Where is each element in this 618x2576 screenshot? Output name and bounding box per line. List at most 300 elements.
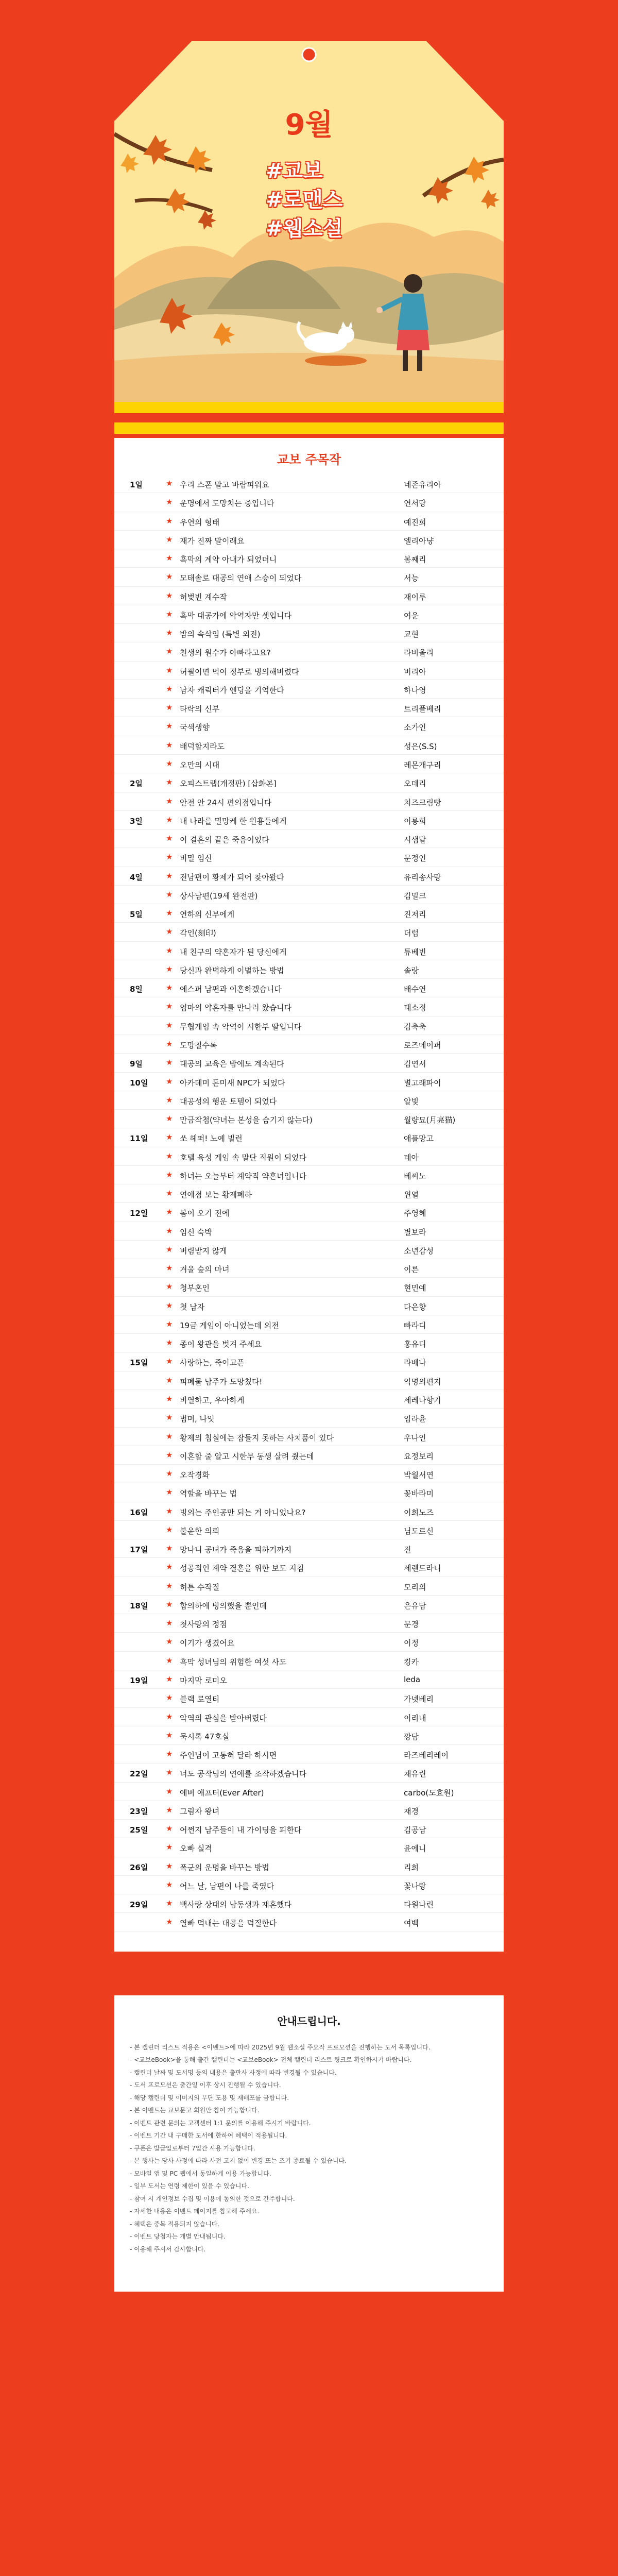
book-author: 김연서 xyxy=(404,1059,426,1069)
book-author: 주영혜 xyxy=(404,1209,426,1218)
star-icon: ★ xyxy=(166,740,173,750)
book-author: 다원나린 xyxy=(404,1900,434,1910)
book-title[interactable]: 운명에서 도망치는 중입니다 xyxy=(180,499,274,509)
star-icon: ★ xyxy=(166,1879,173,1889)
book-author: 김공남 xyxy=(404,1825,426,1835)
release-row[interactable] xyxy=(114,1409,504,1427)
release-row[interactable] xyxy=(114,1147,504,1166)
release-date: 5일 xyxy=(130,910,143,920)
star-icon: ★ xyxy=(166,1655,173,1665)
star-icon: ★ xyxy=(166,1711,173,1721)
release-row[interactable] xyxy=(114,493,504,512)
book-title[interactable]: 오만의 시대 xyxy=(180,760,220,770)
release-row[interactable] xyxy=(114,1820,504,1838)
release-row[interactable] xyxy=(114,1745,504,1764)
release-row[interactable] xyxy=(114,755,504,773)
release-row[interactable] xyxy=(114,512,504,531)
book-title[interactable]: 불운한 의뢰 xyxy=(180,1526,220,1536)
book-title[interactable]: 사랑하는, 죽이고픈 xyxy=(180,1358,245,1368)
star-icon: ★ xyxy=(166,815,173,824)
star-icon: ★ xyxy=(166,721,173,731)
book-title[interactable]: 비열하고, 우아하게 xyxy=(180,1396,245,1405)
release-row[interactable] xyxy=(114,1614,504,1633)
book-author: 홍유디 xyxy=(404,1340,426,1349)
release-date: 4일 xyxy=(130,872,143,882)
release-row[interactable] xyxy=(114,642,504,661)
book-author: 꽃바라미 xyxy=(404,1489,434,1499)
book-author: 이리내 xyxy=(404,1713,426,1723)
book-title[interactable]: 빙의는 주인공만 되는 거 아니었나요? xyxy=(180,1507,306,1517)
release-row[interactable] xyxy=(114,979,504,997)
hashtag-kyobo: #교보 xyxy=(266,159,323,183)
header-illustration xyxy=(114,41,504,402)
notice-line: - 본 행사는 당사 사정에 따라 사전 고지 없이 변경 또는 조기 종료될 수 있습니다. xyxy=(130,2157,347,2165)
release-row[interactable] xyxy=(114,1352,504,1371)
book-title[interactable]: 밤의 속삭임 (특별 외전) xyxy=(180,630,261,639)
star-icon: ★ xyxy=(166,1524,173,1534)
book-title[interactable]: 오피스트랩(개정판) [삽화본] xyxy=(180,779,277,789)
book-author: 세렌드라니 xyxy=(404,1564,441,1573)
book-title[interactable]: 어느 날, 남편이 나를 죽였다 xyxy=(180,1881,274,1891)
release-row[interactable] xyxy=(114,1016,504,1035)
star-icon: ★ xyxy=(166,889,173,899)
book-title[interactable]: 천생의 원수가 아빠라고요? xyxy=(180,648,271,658)
book-author: 현민예 xyxy=(404,1283,426,1293)
notice-line: - 쿠폰은 발급일로부터 7일간 사용 가능합니다. xyxy=(130,2144,255,2152)
release-row[interactable] xyxy=(114,1913,504,1931)
book-title[interactable]: 허필이면 먹여 정부로 빙의해버렸다 xyxy=(180,667,299,676)
release-row[interactable] xyxy=(114,792,504,811)
star-icon: ★ xyxy=(166,1469,173,1479)
book-title[interactable]: 종이 왕관을 벗겨 주세요 xyxy=(180,1340,262,1349)
notice-title: 안내드립니다. xyxy=(277,2014,341,2027)
star-icon: ★ xyxy=(166,1562,173,1572)
book-title[interactable]: 이기가 생겼어요 xyxy=(180,1638,235,1648)
release-date: 16일 xyxy=(130,1507,148,1517)
star-icon: ★ xyxy=(166,796,173,806)
release-row[interactable] xyxy=(114,549,504,568)
release-row[interactable] xyxy=(114,1315,504,1334)
book-title[interactable]: 흑막 대공가에 악역자만 셋입니다 xyxy=(180,611,292,620)
release-row[interactable] xyxy=(114,904,504,923)
release-row[interactable] xyxy=(114,867,504,886)
star-icon: ★ xyxy=(166,1861,173,1871)
star-icon: ★ xyxy=(166,1338,173,1348)
star-icon: ★ xyxy=(166,1544,173,1553)
star-icon: ★ xyxy=(166,572,173,582)
star-icon: ★ xyxy=(166,758,173,768)
book-title[interactable]: 아카데미 돈미새 NPC가 되었다 xyxy=(180,1078,285,1088)
release-row[interactable] xyxy=(114,1259,504,1278)
book-author: 김밀크 xyxy=(404,891,426,901)
book-title[interactable]: 폭군의 운명을 바꾸는 방법 xyxy=(180,1862,269,1872)
star-icon: ★ xyxy=(166,1899,173,1908)
book-author: 진 xyxy=(404,1545,411,1555)
release-row[interactable] xyxy=(114,662,504,680)
book-title[interactable]: 각인(刻印) xyxy=(180,928,216,938)
release-row[interactable] xyxy=(114,1876,504,1894)
book-author: 윈열 xyxy=(404,1190,419,1200)
release-row[interactable] xyxy=(114,680,504,699)
book-title[interactable]: 첫사랑의 정점 xyxy=(180,1620,227,1630)
star-icon: ★ xyxy=(166,1413,173,1422)
release-row[interactable] xyxy=(114,568,504,586)
book-title[interactable]: 만금작첩(약녀는 본성을 숨기지 않는다) xyxy=(180,1115,313,1125)
book-title[interactable]: 무협게임 속 악역이 시한부 딸입니다 xyxy=(180,1022,302,1031)
star-icon: ★ xyxy=(166,1450,173,1460)
star-icon: ★ xyxy=(166,834,173,843)
book-author: 연서당 xyxy=(404,499,426,509)
book-author: 윤에니 xyxy=(404,1844,426,1854)
book-title[interactable]: 너도 공작님의 연애를 조작하겠습니다 xyxy=(180,1769,307,1779)
book-title[interactable]: 허튼 수작질 xyxy=(180,1582,220,1592)
book-title[interactable]: 내 친구의 약혼자가 된 당신에게 xyxy=(180,947,287,957)
star-icon: ★ xyxy=(166,1095,173,1105)
book-title[interactable]: 열빠 먹내는 대공을 덕질한다 xyxy=(180,1919,277,1928)
release-date: 9일 xyxy=(130,1059,143,1069)
release-row[interactable] xyxy=(114,1128,504,1147)
release-date: 29일 xyxy=(130,1900,148,1910)
star-icon: ★ xyxy=(166,534,173,544)
release-row[interactable] xyxy=(114,1708,504,1726)
book-author: 시샘달 xyxy=(404,835,426,845)
star-icon: ★ xyxy=(166,1917,173,1927)
release-row[interactable] xyxy=(114,1838,504,1857)
notice-line: - 이벤트 당첨자는 개별 안내됩니다. xyxy=(130,2233,226,2241)
book-title[interactable]: 흑막의 계약 아내가 되었더니 xyxy=(180,555,277,565)
release-row[interactable] xyxy=(114,1483,504,1502)
book-title[interactable]: 안전 안 24시 편의점입니다 xyxy=(180,798,272,807)
book-author: 레몬개구리 xyxy=(404,760,441,770)
book-title[interactable]: 에스퍼 남편과 이혼하겠습니다 xyxy=(180,985,282,994)
release-date: 2일 xyxy=(130,779,143,789)
star-icon: ★ xyxy=(166,1132,173,1142)
release-row[interactable] xyxy=(114,1371,504,1390)
release-date: 3일 xyxy=(130,816,143,826)
release-row[interactable] xyxy=(114,1633,504,1651)
book-title[interactable]: 어쩐지 남주들이 내 가이딩을 피한다 xyxy=(180,1825,302,1835)
book-author: 재경 xyxy=(404,1806,419,1816)
book-author: 킹카 xyxy=(404,1657,419,1667)
star-icon: ★ xyxy=(166,1207,173,1217)
book-author: 엘리아냥 xyxy=(404,536,434,546)
release-row[interactable] xyxy=(114,1203,504,1222)
release-row[interactable] xyxy=(114,1465,504,1483)
release-row[interactable] xyxy=(114,811,504,829)
notice-line: - 일부 도서는 연령 제한이 있을 수 있습니다. xyxy=(130,2182,249,2190)
notice-line: - 자세한 내용은 이벤트 페이지를 참고해 주세요. xyxy=(130,2208,260,2215)
book-title[interactable]: 허벚빈 계수작 xyxy=(180,592,227,602)
release-row[interactable] xyxy=(114,1894,504,1913)
release-row[interactable] xyxy=(114,531,504,549)
release-row[interactable] xyxy=(114,1091,504,1110)
notice-box xyxy=(114,1995,504,2292)
notice-line: - 도서 프로모션은 출간일 이후 상시 진행될 수 있습니다. xyxy=(130,2081,281,2089)
book-title[interactable]: 첫 남자 xyxy=(180,1302,205,1312)
book-title[interactable]: 흑막 성녀님의 위험한 여섯 사도 xyxy=(180,1657,287,1667)
book-title[interactable]: 피폐물 남주가 도망쳤다! xyxy=(180,1377,263,1386)
release-row[interactable] xyxy=(114,848,504,867)
release-row[interactable] xyxy=(114,624,504,642)
star-icon: ★ xyxy=(166,590,173,600)
star-icon: ★ xyxy=(166,871,173,880)
book-title[interactable]: 연하의 신부에게 xyxy=(180,910,235,920)
book-title[interactable]: 악역의 관심을 받아버렸다 xyxy=(180,1713,267,1723)
book-author: 꽃나랑 xyxy=(404,1881,426,1891)
star-icon: ★ xyxy=(166,1226,173,1235)
release-row[interactable] xyxy=(114,1035,504,1054)
book-author: 은유담 xyxy=(404,1601,426,1611)
star-icon: ★ xyxy=(166,1375,173,1385)
book-title[interactable]: 범머, 나잇 xyxy=(180,1414,215,1424)
book-title[interactable]: 임신 숙박 xyxy=(180,1227,212,1237)
book-author: 교현 xyxy=(404,630,419,639)
star-icon: ★ xyxy=(166,1020,173,1030)
release-row[interactable] xyxy=(114,736,504,755)
book-title[interactable]: 묵시록 47호실 xyxy=(180,1732,230,1741)
release-row[interactable] xyxy=(114,1446,504,1465)
book-title[interactable]: 버림받지 않게 xyxy=(180,1246,227,1256)
release-date: 26일 xyxy=(130,1862,148,1872)
release-list xyxy=(114,438,504,1952)
release-row[interactable] xyxy=(114,923,504,941)
star-icon: ★ xyxy=(166,1693,173,1703)
book-title[interactable]: 그림자 왕녀 xyxy=(180,1806,220,1816)
star-icon: ★ xyxy=(166,1114,173,1124)
book-title[interactable]: 역할을 바꾸는 법 xyxy=(180,1489,237,1499)
book-author: 버리아 xyxy=(404,667,426,676)
book-author: 익명의편지 xyxy=(404,1377,441,1386)
book-author: 봄째리 xyxy=(404,555,426,565)
book-author: 김축축 xyxy=(404,1022,426,1031)
release-row[interactable] xyxy=(114,1857,504,1876)
release-row[interactable] xyxy=(114,587,504,605)
release-row[interactable] xyxy=(114,1390,504,1409)
release-date: 17일 xyxy=(130,1545,148,1555)
book-title[interactable]: 청부혼인 xyxy=(180,1283,210,1293)
star-icon: ★ xyxy=(166,1002,173,1011)
release-row[interactable] xyxy=(114,1689,504,1707)
book-author: 알빛 xyxy=(404,1096,419,1106)
star-icon: ★ xyxy=(166,1058,173,1067)
release-row[interactable] xyxy=(114,997,504,1016)
notice-line: - 해당 캘린더 및 이미지의 무단 도용 및 재배포를 금합니다. xyxy=(130,2094,289,2102)
book-author: 채유린 xyxy=(404,1769,426,1779)
star-icon: ★ xyxy=(166,497,173,507)
star-icon: ★ xyxy=(166,908,173,918)
release-rows xyxy=(114,474,504,1932)
star-icon: ★ xyxy=(166,1151,173,1161)
release-row[interactable] xyxy=(114,1521,504,1539)
book-title[interactable]: 엄마의 약혼자를 만나러 왔습니다 xyxy=(180,1003,292,1013)
star-icon: ★ xyxy=(166,1824,173,1834)
star-icon: ★ xyxy=(166,479,173,488)
release-row[interactable] xyxy=(114,1428,504,1446)
book-title[interactable]: 상사남편(19세 완전판) xyxy=(180,891,258,901)
book-author: 치즈크림빵 xyxy=(404,798,441,807)
release-row[interactable] xyxy=(114,1278,504,1296)
book-author: 오데리 xyxy=(404,779,426,789)
release-row[interactable] xyxy=(114,1110,504,1128)
book-author: 이희노즈 xyxy=(404,1507,434,1517)
notice-line: - 이용해 주셔서 감사합니다. xyxy=(130,2245,206,2253)
hashtag-romance: #로맨스 xyxy=(266,188,343,212)
book-title[interactable]: 오빠 실격 xyxy=(180,1844,212,1854)
release-row[interactable] xyxy=(114,886,504,904)
book-author: 튜베빈 xyxy=(404,947,426,957)
release-row[interactable] xyxy=(114,1184,504,1203)
release-date: 15일 xyxy=(130,1358,148,1368)
book-title[interactable]: 우연의 형태 xyxy=(180,517,220,527)
book-title[interactable]: 주인님이 고통혀 달라 하시면 xyxy=(180,1751,277,1760)
release-row[interactable] xyxy=(114,773,504,792)
book-author: 우나인 xyxy=(404,1433,426,1443)
book-title[interactable]: 모태솔로 대공의 연애 스승이 되었다 xyxy=(180,573,302,583)
book-title[interactable]: 배덕할지라도 xyxy=(180,741,225,751)
notice-line: - <교보eBook>을 통해 출간 캘린더는 <교보eBook> 전체 캘린더 리스트 링크로 확인하시기 바랍니다. xyxy=(130,2056,412,2064)
release-row[interactable] xyxy=(114,1241,504,1259)
release-date: 1일 xyxy=(130,480,143,489)
release-date: 11일 xyxy=(130,1134,148,1144)
book-author: 솔랑 xyxy=(404,965,419,975)
star-icon: ★ xyxy=(166,1039,173,1048)
book-title[interactable]: 비밀 임신 xyxy=(180,854,212,863)
book-title[interactable]: 망나니 공녀가 죽음을 피하기까지 xyxy=(180,1545,292,1555)
book-title[interactable]: 에버 애프터(Ever After) xyxy=(180,1788,264,1798)
release-row[interactable] xyxy=(114,829,504,848)
book-author: 이른 xyxy=(404,1265,419,1275)
book-title[interactable]: 타락의 신부 xyxy=(180,704,220,714)
book-title[interactable]: 황제의 침실에는 잠들지 못하는 사치품이 있다 xyxy=(180,1433,334,1443)
book-author: 애플망고 xyxy=(404,1134,434,1144)
book-author: 트리플베리 xyxy=(404,704,441,714)
calendar-card xyxy=(114,41,504,2292)
book-title[interactable]: 이혼할 줄 알고 시한부 동생 살려 줬는데 xyxy=(180,1451,314,1461)
release-row[interactable] xyxy=(114,1670,504,1689)
release-row[interactable] xyxy=(114,1558,504,1577)
book-title[interactable]: 재가 진짜 말이래요 xyxy=(180,536,245,546)
book-title[interactable]: 대공의 교육은 밤에도 계속된다 xyxy=(180,1059,284,1069)
book-author: 테아 xyxy=(404,1153,419,1162)
release-row[interactable] xyxy=(114,699,504,717)
book-author: 라비올리 xyxy=(404,648,434,658)
release-row[interactable] xyxy=(114,605,504,624)
notice-line: - 본 이벤트는 교보문고 회원만 참여 가능합니다. xyxy=(130,2107,260,2114)
release-row[interactable] xyxy=(114,942,504,960)
star-icon: ★ xyxy=(166,927,173,937)
release-row[interactable] xyxy=(114,1166,504,1184)
star-icon: ★ xyxy=(166,852,173,862)
book-title[interactable]: 연애점 보는 황제폐하 xyxy=(180,1190,252,1200)
book-author: 박월서연 xyxy=(404,1470,434,1480)
book-title[interactable]: 이 결혼의 끝은 죽음이었다 xyxy=(180,835,269,845)
book-title[interactable]: 내 나라를 멸망케 한 원흉들에게 xyxy=(180,816,287,826)
release-row[interactable] xyxy=(114,1726,504,1745)
star-icon: ★ xyxy=(166,1431,173,1441)
book-title[interactable]: 당신과 완벽하게 이별하는 방법 xyxy=(180,965,284,975)
release-row[interactable] xyxy=(114,1596,504,1614)
book-title[interactable]: 도망칠수록 xyxy=(180,1040,217,1050)
book-author: 더럽 xyxy=(404,928,419,938)
notice-lines xyxy=(130,2041,488,2256)
book-title[interactable]: 19금 게임이 아니었는데 외전 xyxy=(180,1320,279,1330)
release-row[interactable] xyxy=(114,1073,504,1091)
release-row[interactable] xyxy=(114,474,504,493)
release-row[interactable] xyxy=(114,1054,504,1072)
release-row[interactable] xyxy=(114,1764,504,1782)
book-title[interactable]: 마지막 로미오 xyxy=(180,1676,227,1685)
star-icon: ★ xyxy=(166,1170,173,1179)
star-icon: ★ xyxy=(166,647,173,656)
book-title[interactable]: 남자 캐릭터가 엔딩을 기억한다 xyxy=(180,685,284,695)
book-title[interactable]: 전남편이 황제가 되어 찾아왔다 xyxy=(180,872,284,882)
book-author: 이릉희 xyxy=(404,816,426,826)
star-icon: ★ xyxy=(166,516,173,526)
book-title[interactable]: 우리 스폰 말고 바람피워요 xyxy=(180,480,269,489)
release-row[interactable] xyxy=(114,1502,504,1521)
release-date: 10일 xyxy=(130,1078,148,1088)
book-author: 빠라디 xyxy=(404,1320,426,1330)
month-title: 9월 xyxy=(285,108,333,142)
book-title[interactable]: 호텔 육성 게임 속 말단 직원이 되었다 xyxy=(180,1153,306,1162)
book-title[interactable]: 대공성의 행운 토템이 되었다 xyxy=(180,1096,277,1106)
book-title[interactable]: 합의하에 빙의했을 뿐인데 xyxy=(180,1601,267,1611)
notice-line: - 이벤트 관련 문의는 고객센터 1:1 문의를 이용해 주시기 바랍니다. xyxy=(130,2119,311,2127)
book-title[interactable]: 성공적인 계약 결혼을 위한 보도 지침 xyxy=(180,1564,304,1573)
book-title[interactable]: 블랙 로열티 xyxy=(180,1694,220,1704)
book-author: 님도르신 xyxy=(404,1526,434,1536)
star-icon: ★ xyxy=(166,1487,173,1497)
book-author: 로즈메이퍼 xyxy=(404,1040,441,1050)
book-title[interactable]: 국색생향 xyxy=(180,723,210,733)
hashtag-webnovel: #웹소설 xyxy=(266,217,343,241)
release-row[interactable] xyxy=(114,1539,504,1558)
book-author: 하나영 xyxy=(404,685,426,695)
release-row[interactable] xyxy=(114,1652,504,1670)
book-title[interactable]: 백사랑 상대의 남동생과 재혼했다 xyxy=(180,1900,292,1910)
book-author: 소가인 xyxy=(404,723,426,733)
star-icon: ★ xyxy=(166,1768,173,1777)
release-row[interactable] xyxy=(114,1783,504,1801)
release-row[interactable] xyxy=(114,1297,504,1315)
book-author: 재이루 xyxy=(404,592,426,602)
book-author: 유리송사탕 xyxy=(404,872,441,882)
book-title[interactable]: 겨울 숲의 마녀 xyxy=(180,1265,230,1275)
book-title[interactable]: 쏘 헤퍼! 노예 빌런 xyxy=(180,1134,243,1144)
release-row[interactable] xyxy=(114,1577,504,1596)
book-title[interactable]: 오작경화 xyxy=(180,1470,210,1480)
book-author: 네존유리아 xyxy=(404,480,441,489)
release-date: 22일 xyxy=(130,1769,148,1779)
release-row[interactable] xyxy=(114,1801,504,1820)
release-row[interactable] xyxy=(114,960,504,979)
release-date: 23일 xyxy=(130,1806,148,1816)
book-author: 진저리 xyxy=(404,910,426,920)
list-title: 교보 주목작 xyxy=(277,452,341,467)
release-row[interactable] xyxy=(114,1222,504,1241)
book-title[interactable]: 봄이 오기 전에 xyxy=(180,1209,230,1218)
star-icon: ★ xyxy=(166,1244,173,1254)
book-author: 예진희 xyxy=(404,517,426,527)
release-row[interactable] xyxy=(114,1334,504,1352)
star-icon: ★ xyxy=(166,1282,173,1292)
notice-line: - 이벤트 기간 내 구매한 도서에 한하여 혜택이 적용됩니다. xyxy=(130,2132,287,2140)
release-row[interactable] xyxy=(114,717,504,736)
book-author: 다은향 xyxy=(404,1302,426,1312)
notice-line: - 본 캘린더 리스트 적용은 <이벤트>에 따라 2025년 9월 웹소설 주요작 프로모션을 진행하는 도서 목록입니다. xyxy=(130,2043,431,2051)
release-date: 12일 xyxy=(130,1209,148,1218)
book-title[interactable]: 하녀는 오늘부터 계약직 약혼녀입니다 xyxy=(180,1171,307,1181)
